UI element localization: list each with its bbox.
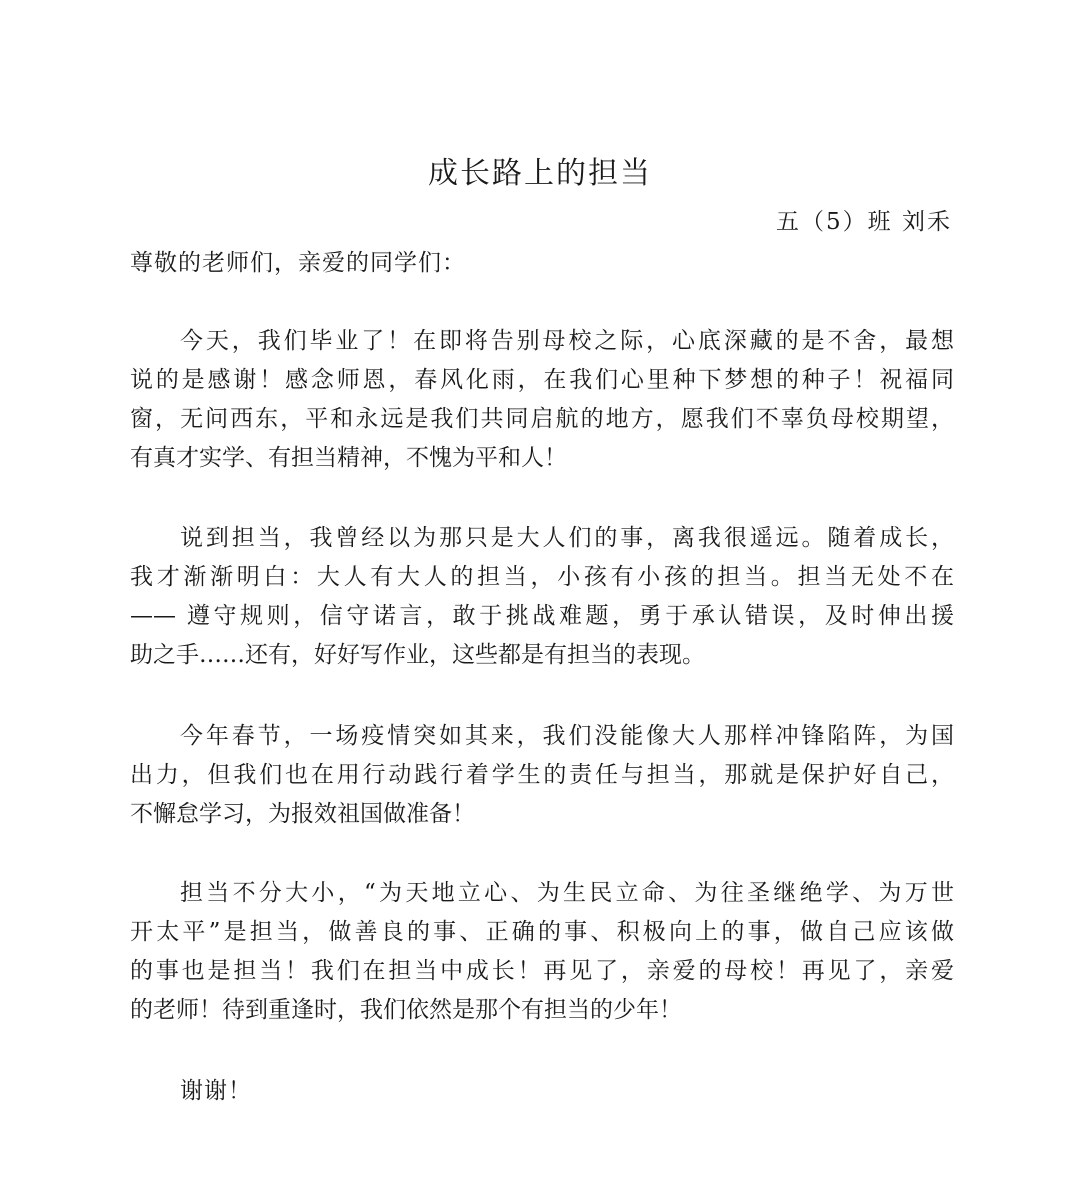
paragraph-line: 说的是感谢！感念师恩，春风化雨，在我们心里种下梦想的种子！祝福同	[130, 367, 954, 393]
paragraph-line: 今天，我们毕业了！在即将告别母校之际，心底深藏的是不舍，最想	[180, 328, 954, 354]
paragraph-line: 说到担当，我曾经以为那只是大人们的事，离我很遥远。随着成长，	[180, 525, 954, 551]
paragraph-line: 我才渐渐明白：大人有大人的担当，小孩有小孩的担当。担当无处不在	[130, 564, 954, 590]
paragraph-line: —— 遵守规则，信守诺言，敢于挑战难题，勇于承认错误，及时伸出援	[130, 603, 954, 629]
paragraph-2	[130, 519, 954, 675]
paragraph-line: 担当不分大小，“为天地立心、为生民立命、为往圣继绝学、为万世	[180, 880, 954, 906]
salutation: 尊敬的老师们，亲爱的同学们：	[130, 250, 466, 276]
paragraph-line: 助之手……还有，好好写作业，这些都是有担当的表现。	[130, 642, 705, 668]
paragraph-line: 不懈怠学习，为报效祖国做准备！	[130, 801, 475, 827]
paragraph-line: 有真才实学、有担当精神，不愧为平和人！	[130, 445, 567, 471]
paragraph-line: 开太平”是担当，做善良的事、正确的事、积极向上的事，做自己应该做	[130, 919, 954, 945]
paragraph-line: 窗，无问西东，平和永远是我们共同启航的地方，愿我们不辜负母校期望，	[130, 406, 954, 432]
paragraph-line: 今年春节，一场疫情突如其来，我们没能像大人那样冲锋陷阵，为国	[180, 723, 954, 749]
author-byline: 五（5）班 刘禾	[776, 209, 952, 235]
paragraph-3	[130, 717, 954, 834]
paragraph-1	[130, 322, 954, 478]
paragraph-line: 的事也是担当！我们在担当中成长！再见了，亲爱的母校！再见了，亲爱	[130, 958, 954, 984]
document-title: 成长路上的担当	[428, 156, 652, 191]
paragraph-line: 的老师！待到重逢时，我们依然是那个有担当的少年！	[130, 997, 682, 1023]
paragraph-line: 出力，但我们也在用行动践行着学生的责任与担当，那就是保护好自己，	[130, 762, 954, 788]
closing-thanks: 谢谢！	[180, 1078, 252, 1104]
paragraph-4	[130, 874, 954, 1030]
